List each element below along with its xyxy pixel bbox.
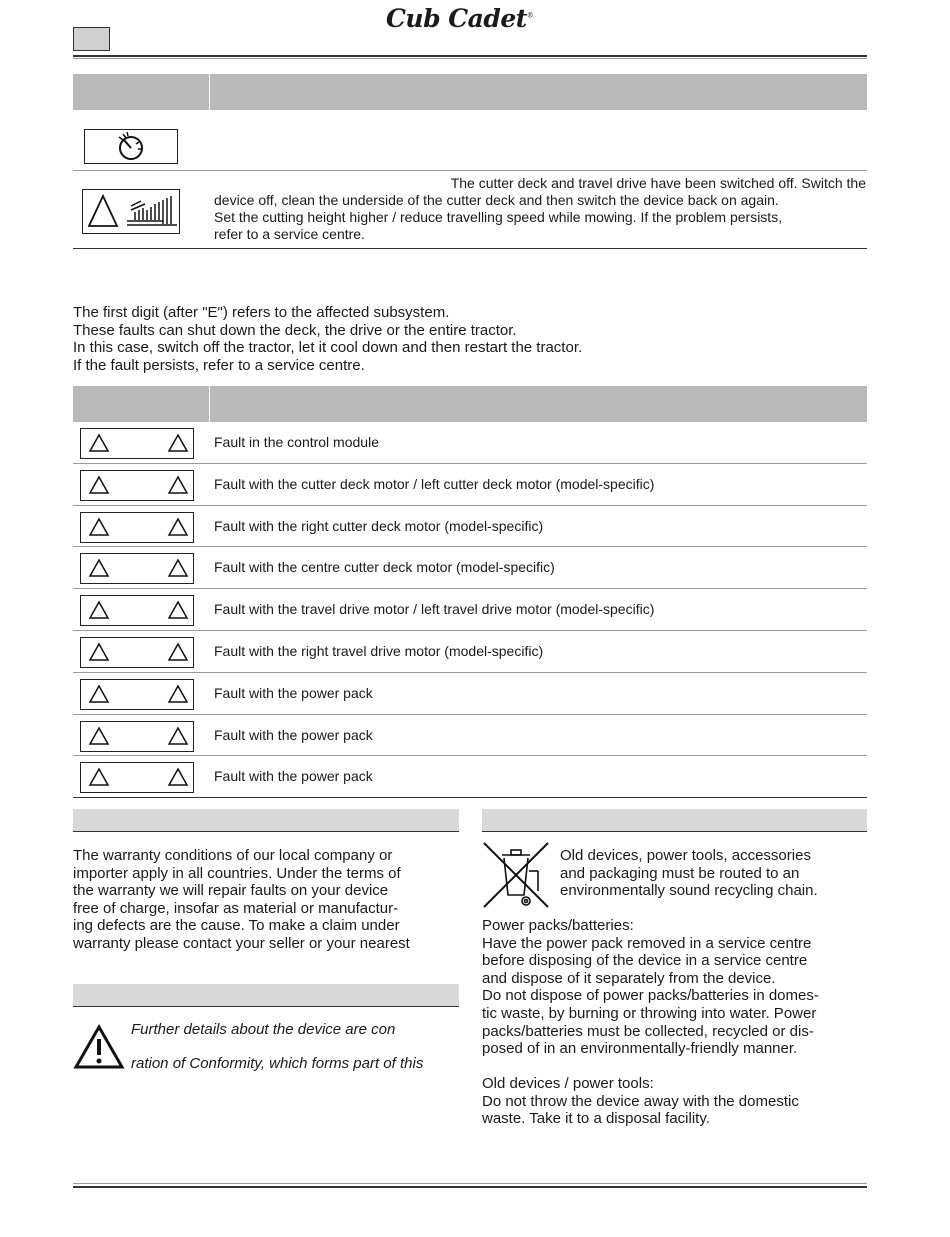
- disposal-intro: Old devices, power tools, accessories and packaging must be routed to an environmentally sound recycling chain.: [560, 847, 818, 900]
- fault-row: [73, 631, 867, 673]
- grass-blockage-icon: [127, 196, 177, 225]
- disposal-heading-bar: [482, 809, 867, 831]
- warning-icon: [167, 726, 189, 751]
- fault-description: Fault with the right travel drive motor (model-specific): [214, 643, 544, 659]
- warning-icon: [88, 767, 110, 792]
- fault-description: Fault with the cutter deck motor / left cutter deck motor (model-specific): [214, 475, 655, 492]
- table1-bottom-rule: [73, 248, 867, 249]
- fault-code-box: [80, 595, 194, 626]
- conformity-heading-bar: [73, 984, 459, 1006]
- fault-code-box: [80, 762, 194, 793]
- fault-description: Fault with the right cutter deck motor (model-specific): [214, 517, 544, 534]
- warning-icon: [167, 684, 189, 709]
- warning-icon: [167, 642, 189, 667]
- warning-icon: [167, 475, 189, 500]
- header-rule: [73, 55, 867, 57]
- warning-icon: [88, 433, 110, 458]
- warranty-heading-bar: [73, 809, 459, 831]
- warning-icon: [88, 642, 110, 667]
- warning-icon: [167, 600, 189, 625]
- warning-icon: [88, 684, 110, 709]
- warning-icon: [167, 433, 189, 458]
- disposal-heading-rule: [482, 831, 867, 832]
- warranty-heading-rule: [73, 831, 459, 832]
- fault-code-box: [80, 721, 194, 752]
- warning-icon: [88, 517, 110, 542]
- table1-row2-iconbox: [82, 189, 180, 234]
- fault-row: [73, 464, 867, 506]
- fault-code-box: [80, 637, 194, 668]
- speedometer-icon: [85, 130, 177, 163]
- fault-description: Fault in the control module: [214, 434, 379, 450]
- fault-code-box: [80, 553, 194, 584]
- conformity-line1: Further details about the device are con: [131, 1021, 396, 1038]
- warranty-text: The warranty conditions of our local company or importer apply in all countries. Under the terms of the warranty we will repair faults on your device free of charge, insofar as material or manufactur- ing defects are the cause. To make a claim under warranty please contact your seller or your nearest: [73, 847, 410, 952]
- warning-icon: [167, 558, 189, 583]
- brand-logo: Cub Cadet®: [386, 4, 534, 33]
- fault-row: [73, 673, 867, 715]
- footer-rule-thick: [73, 1186, 867, 1188]
- table1-divider: [73, 170, 867, 171]
- fault-description: Fault with the travel drive motor / left travel drive motor (model-specific): [214, 601, 655, 618]
- fault-code-box: [80, 679, 194, 710]
- table1-row1-iconbox: [84, 129, 178, 164]
- fault-description: Fault with the power pack: [214, 768, 373, 785]
- warning-icon: [88, 475, 110, 500]
- fault-description: Fault with the power pack: [214, 684, 373, 701]
- fault-row: [73, 506, 867, 548]
- fault-code-box: [80, 470, 194, 501]
- warning-exclamation-icon: [73, 1024, 125, 1070]
- warning-icon: [88, 726, 110, 751]
- faults-table-header: [73, 386, 867, 422]
- footer-rule: [73, 1183, 867, 1184]
- header-rule-thin: [73, 58, 867, 59]
- fault-row: [73, 589, 867, 631]
- fault-row: [73, 715, 867, 757]
- warning-icon: [167, 517, 189, 542]
- fault-code-box: [80, 512, 194, 543]
- crossed-bin-icon: [482, 841, 550, 909]
- page-number-box: [73, 27, 110, 51]
- disposal-batteries: Power packs/batteries: Have the power pack removed in a service centre before disposing of the device in a service centre and dispose of it separately from the device. Do not dispose of power packs/batteries in domes- tic waste, by burning or throwing into water. Power packs/batteries must be collected, recycled or dis- posed of in an environmentally-friendly manner.: [482, 917, 819, 1058]
- table1-row2-text: The cutter deck and travel drive have been switched off. Switch the device off, clean the underside of the cutter deck and then switch the device back on again. Set the cutting height higher / reduce travelling speed while mowing. If the problem persists, refer to a service centre.: [214, 175, 866, 242]
- fault-description: Fault with the power pack: [214, 726, 373, 743]
- table1-header: [73, 74, 867, 110]
- warning-icon: [167, 767, 189, 792]
- fault-row: [73, 422, 867, 464]
- fault-row: [73, 756, 867, 798]
- fault-row: [73, 547, 867, 589]
- fault-description: Fault with the centre cutter deck motor (model-specific): [214, 559, 555, 576]
- fault-code-box: [80, 428, 194, 459]
- conformity-heading-rule: [73, 1006, 459, 1007]
- warning-icon: [88, 600, 110, 625]
- conformity-line2: ration of Conformity, which forms part of this: [131, 1055, 424, 1072]
- warning-icon: [88, 558, 110, 583]
- faults-table-bottom-rule: [73, 797, 867, 798]
- faults-intro: The first digit (after "E") refers to the affected subsystem. These faults can shut down the deck, the drive or the entire tractor. In this case, switch off the tractor, let it cool down and then restart the tractor. If the fault persists, refer to a service centre.: [73, 304, 583, 374]
- disposal-old-devices: Old devices / power tools: Do not throw the device away with the domestic waste. Take it to a disposal facility.: [482, 1075, 799, 1128]
- warning-icon: [89, 196, 117, 226]
